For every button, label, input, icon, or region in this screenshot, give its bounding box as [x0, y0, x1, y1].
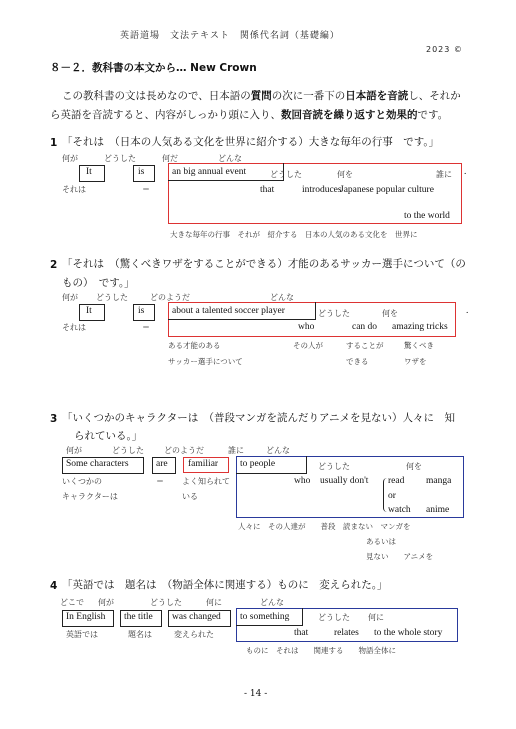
q1-word: introduces: [302, 185, 342, 195]
q2-tag: どうした: [96, 293, 128, 302]
q4-word: to the whole story: [374, 628, 443, 638]
q3-word: watch: [388, 505, 411, 515]
q2-gloss: その人が: [293, 341, 323, 350]
intro-bold: 質問: [250, 90, 272, 102]
q3-tag: 何が: [66, 446, 82, 455]
q2-gloss: 驚くべき: [404, 341, 434, 350]
q2-word: It: [86, 306, 92, 316]
q1-number: 1: [50, 137, 58, 149]
q4-word: was changed: [172, 612, 221, 622]
q3-number: 3: [50, 413, 58, 425]
page-number: - 14 -: [244, 689, 268, 699]
intro-line-2: [50, 106, 448, 125]
q2-word: amazing tricks: [392, 322, 448, 332]
q3-word: to people: [240, 459, 276, 469]
q3-gloss: 見ない アニメを: [366, 552, 434, 561]
q4-word: relates: [334, 628, 359, 638]
q2-gloss: できる: [346, 357, 369, 366]
q1-tag: どんな: [218, 154, 242, 163]
intro-bold: 数回音読を繰り返すと効果的: [281, 109, 418, 121]
q3-sub: キャラクターは: [62, 492, 118, 501]
page-header-title: 英語道場 文法テキスト 関係代名詞（基礎編）: [120, 31, 340, 41]
q2-sub: ＝: [142, 323, 150, 332]
q2-gloss: サッカー選手について: [168, 357, 243, 366]
intro-bold: 日本語を音読: [345, 90, 409, 102]
q2-gloss: ある才能のある: [168, 341, 221, 350]
copyright-year: 2023 ©: [426, 45, 463, 54]
intro-text: ら英語を音読すると、内容がしっかり頭に入り、: [50, 109, 281, 121]
q3-tag: 誰に: [228, 446, 244, 455]
q2-word: can do: [352, 322, 378, 332]
q4-tag: どんな: [260, 598, 284, 607]
q3-word: Some characters: [66, 459, 129, 469]
q2-gloss: ワザを: [404, 357, 427, 366]
q4-word: In English: [66, 612, 106, 622]
q3-word: are: [156, 459, 168, 469]
q4-word: that: [294, 628, 309, 638]
section-title: ８－２．教科書の本文から… New Crown: [50, 62, 257, 74]
q3-or-bracket: [383, 478, 388, 512]
q4-sub: 変えられた: [174, 630, 214, 639]
q1-tag: 何が: [62, 154, 78, 163]
q1-sub: ＝: [142, 185, 150, 194]
q2-tag: どうした: [318, 309, 350, 318]
q1-tag: 何を: [337, 170, 353, 179]
q3-tag: どんな: [266, 446, 290, 455]
q1-word: Japanese popular culture: [340, 185, 434, 195]
q3-word: or: [388, 491, 396, 501]
q2-tag: 何が: [62, 293, 78, 302]
q2-gloss: することが: [346, 341, 384, 350]
q3-word: familiar: [188, 459, 219, 469]
q3-japanese-1: 「いくつかのキャラクターは （普段マンガを読んだりアニメを見ない）人々に 知: [62, 412, 456, 424]
q4-word: the title: [124, 612, 153, 622]
q2-word: who: [298, 322, 315, 332]
intro-line-1: [62, 87, 461, 106]
q3-sub: ＝: [156, 477, 164, 486]
q2-word-box: [79, 304, 105, 321]
q1-japanese: 「それは （日本の人気ある文化を世界に紹介する）大きな毎年の行事 です。」: [62, 136, 440, 148]
q3-sub: よく知られて: [182, 477, 230, 486]
q2-word: about a talented soccer player: [172, 306, 285, 316]
q1-word: It: [86, 167, 92, 177]
q3-tag: 何を: [406, 462, 422, 471]
q3-word: manga: [426, 476, 452, 486]
q1-word: to the world: [404, 211, 450, 221]
intro-text: この教科書の文は長めなので、日本語の: [62, 90, 251, 102]
q1-word: that: [260, 185, 275, 195]
q1-word-box: [79, 165, 105, 182]
q2-number: 2: [50, 259, 58, 271]
q3-tag: どうした: [112, 446, 144, 455]
q2-period: .: [466, 306, 469, 316]
q1-sub: それは: [62, 185, 86, 194]
q4-tag: 何が: [98, 598, 114, 607]
q4-tag: どこで: [60, 598, 84, 607]
intro-text: し、それか: [408, 90, 461, 102]
q3-gloss: 人々に その人達が 普段 読まない マンガを: [238, 522, 411, 531]
q3-gloss: あるいは: [366, 537, 396, 546]
q4-sub: 英語では: [66, 630, 98, 639]
q3-word: who: [294, 476, 311, 486]
q4-tag: 何に: [368, 613, 384, 622]
q2-tag: どんな: [270, 293, 294, 302]
q2-sub: それは: [62, 323, 86, 332]
q3-japanese-2: られている。」: [74, 430, 143, 442]
q2-tag: 何を: [382, 309, 398, 318]
q1-word: is: [138, 167, 145, 177]
q3-tag: どのようだ: [164, 446, 204, 455]
q1-tag: 何だ: [162, 154, 178, 163]
q1-word: an big annual event: [172, 167, 247, 177]
q4-japanese: 「英語では 題名は （物語全体に関連する）ものに 変えられた。」: [62, 579, 388, 591]
q3-word: usually don't: [320, 476, 369, 486]
q1-tag: どうした: [104, 154, 136, 163]
q2-tag: どのようだ: [150, 293, 190, 302]
q3-word: anime: [426, 505, 450, 515]
q2-japanese-2: もの） です。」: [62, 277, 135, 289]
q3-tag: どうした: [318, 462, 350, 471]
q1-tag: どうした: [270, 170, 302, 179]
q4-tag: どうした: [318, 613, 350, 622]
q3-sub: いくつかの: [62, 477, 102, 486]
intro-text: です。: [417, 109, 449, 121]
q4-sub: 題名は: [128, 630, 152, 639]
q3-word: read: [388, 476, 405, 486]
q1-gloss: 大きな毎年の行事 それが 紹介する 日本の人気のある文化を 世界に: [170, 230, 418, 239]
q1-tag: 誰に: [436, 170, 452, 179]
q4-gloss: ものに それは 関連する 物語全体に: [246, 646, 396, 655]
q4-word: to something: [240, 612, 290, 622]
q2-japanese-1: 「それは （驚くべきワザをすることができる）才能のあるサッカー選手について（の: [62, 258, 466, 270]
q2-word: is: [138, 306, 145, 316]
q1-period: .: [464, 167, 467, 177]
q3-sub: いる: [182, 492, 198, 501]
q4-number: 4: [50, 580, 58, 592]
q4-tag: どうした: [150, 598, 182, 607]
intro-text: の次に一番下の: [271, 90, 346, 102]
q4-tag: 何に: [206, 598, 222, 607]
